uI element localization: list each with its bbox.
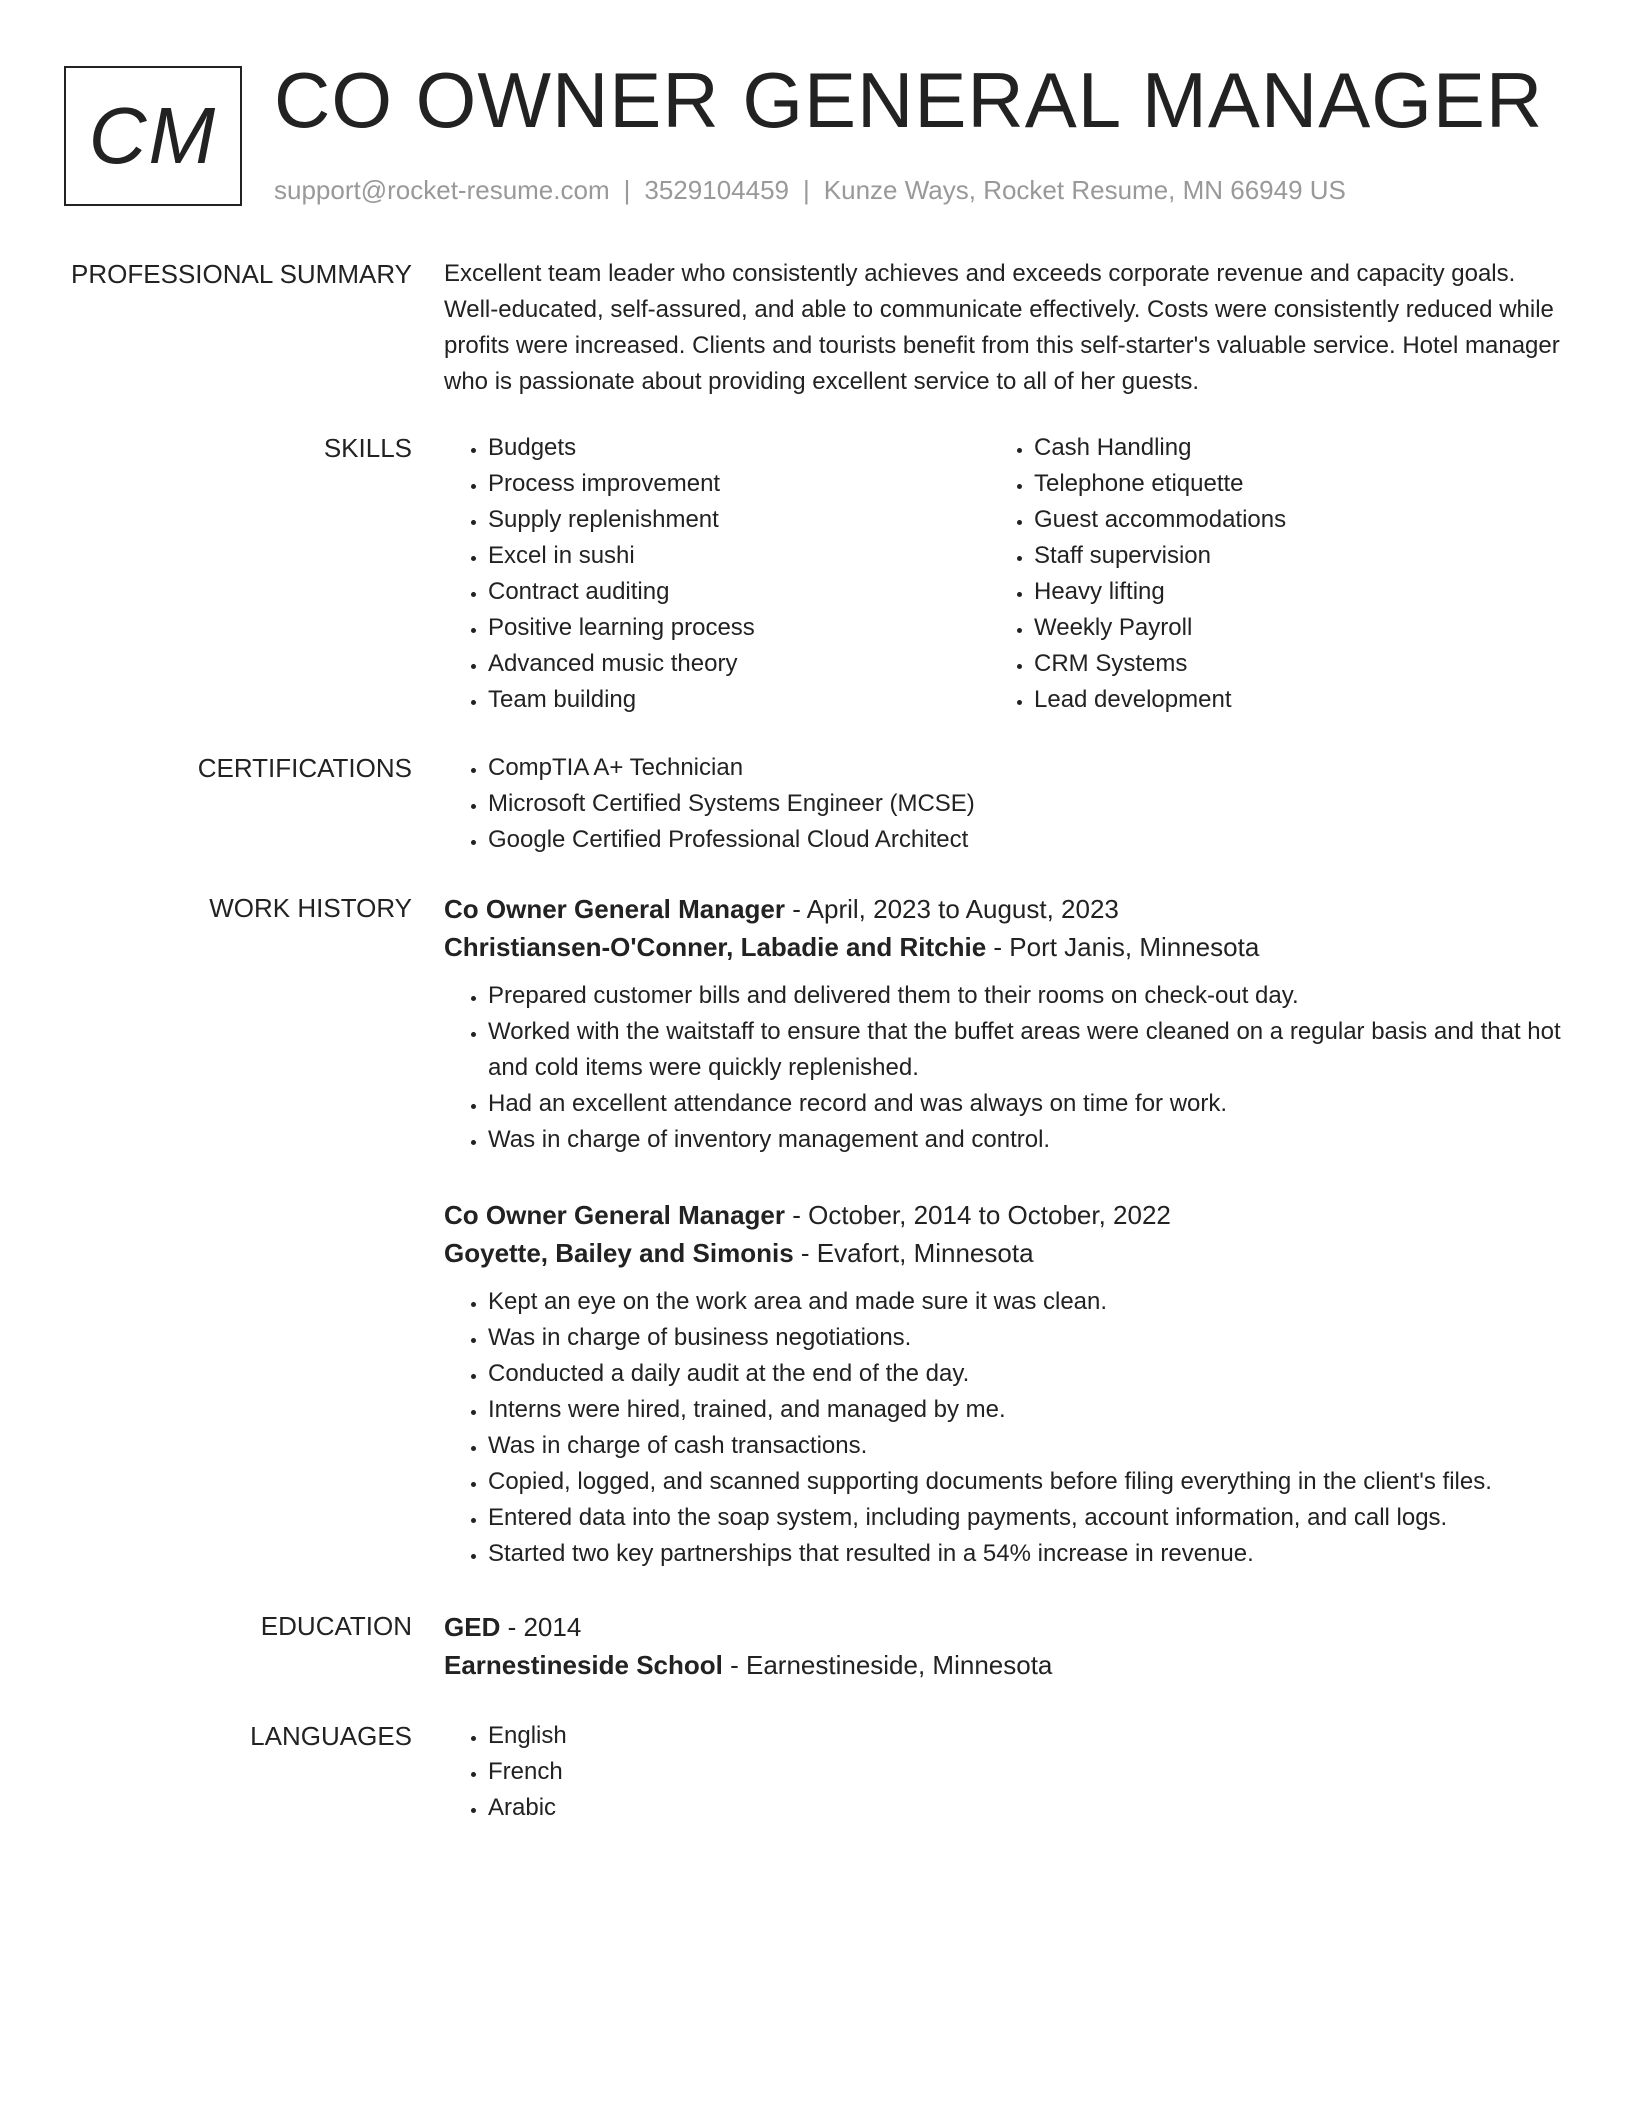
contact-address: Kunze Ways, Rocket Resume, MN 66949 US [823,175,1346,205]
certification-item: • CompTIA A+ Technician [488,750,1562,786]
contact-line [274,172,1346,208]
job-location: - Evafort, Minnesota [793,1238,1034,1268]
skill-item: • Team building [488,682,990,718]
skill-item: • Supply replenishment [488,502,990,538]
job-company-line [444,1234,1562,1272]
job-title-line [444,890,1562,928]
education-year: - 2014 [500,1612,582,1642]
job-dates: - April, 2023 to August, 2023 [784,894,1119,924]
language-item: • French [488,1754,1562,1790]
job-duty: • Worked with the waitstaff to ensure that the buffet areas were cleaned on a regular basis and that hot and cold items were quickly replenished. [488,1014,1562,1086]
summary-text: Excellent team leader who consistently achieves and exceeds corporate revenue and capacity goals. Well-educated, self-assured, and able to communicate effectively. Costs were consistently reduced while profits were increased. Clients and tourists benefit from this self-starter's valuable service. Hotel manager who is passionate about providing excellent service to all of her guests. [444,260,1560,395]
job-duty: • Was in charge of business negotiations. [488,1320,1562,1356]
contact-phone: 3529104459 [644,175,789,205]
job-duty: • Started two key partnerships that resulted in a 54% increase in revenue. [488,1536,1562,1572]
job-title: Co Owner General Manager [444,894,785,924]
contact-email: support@rocket-resume.com [274,175,610,205]
skill-item: • Staff supervision [1034,538,1536,574]
education-school-line [444,1646,1562,1684]
section-heading: WORK HISTORY [209,893,412,923]
skill-item: • Cash Handling [1034,430,1536,466]
section-heading: PROFESSIONAL SUMMARY [71,259,412,289]
candidate-name: CO OWNER GENERAL MANAGER [274,56,1544,144]
education-degree-line [444,1608,1562,1646]
skill-item: • Budgets [488,430,990,466]
skill-item: • Advanced music theory [488,646,990,682]
skill-item: • CRM Systems [1034,646,1536,682]
certification-item: • Microsoft Certified Systems Engineer (MCSE) [488,786,1562,822]
job-duty: • Copied, logged, and scanned supporting documents before filing everything in the client's files. [488,1464,1562,1500]
section-heading: SKILLS [323,433,412,463]
job-entry [444,890,1562,1158]
skill-item: • Excel in sushi [488,538,990,574]
job-company-line [444,928,1562,966]
job-duty: • Interns were hired, trained, and managed by me. [488,1392,1562,1428]
section-heading: EDUCATION [260,1611,412,1641]
job-duties-list [444,978,1562,1158]
job-location: - Port Janis, Minnesota [986,932,1260,962]
job-company: Christiansen-O'Conner, Labadie and Ritchie [444,932,987,962]
job-company: Goyette, Bailey and Simonis [444,1238,794,1268]
skills-list-right [990,430,1536,718]
education-degree: GED [444,1612,501,1642]
skill-item: • Telephone etiquette [1034,466,1536,502]
skill-item: • Heavy lifting [1034,574,1536,610]
contact-separator: | [803,175,810,205]
job-duty: • Kept an eye on the work area and made sure it was clean. [488,1284,1562,1320]
education-school: Earnestineside School [444,1650,723,1680]
job-entry [444,1196,1562,1572]
monogram-logo: CM [64,66,242,206]
language-item: • Arabic [488,1790,1562,1826]
skills-list-left [444,430,990,718]
job-title-line [444,1196,1562,1234]
skill-item: • Process improvement [488,466,990,502]
contact-separator: | [623,175,631,205]
certifications-list [444,750,1562,858]
job-duties-list [444,1284,1562,1572]
job-duty: • Entered data into the soap system, including payments, account information, and call logs. [488,1500,1562,1536]
languages-list [444,1718,1562,1826]
certification-item: • Google Certified Professional Cloud Architect [488,822,1562,858]
job-duty: • Conducted a daily audit at the end of the day. [488,1356,1562,1392]
education-location: - Earnestineside, Minnesota [722,1650,1053,1680]
skill-item: • Weekly Payroll [1034,610,1536,646]
skills-grid [444,430,1562,718]
section-heading: CERTIFICATIONS [197,753,412,783]
job-duty: • Had an excellent attendance record and was always on time for work. [488,1086,1562,1122]
section-heading: LANGUAGES [250,1721,412,1751]
skill-item: • Positive learning process [488,610,990,646]
job-dates: - October, 2014 to October, 2022 [784,1200,1171,1230]
job-duty: • Prepared customer bills and delivered them to their rooms on check-out day. [488,978,1562,1014]
language-item: • English [488,1718,1562,1754]
job-title: Co Owner General Manager [444,1200,785,1230]
job-duty: • Was in charge of cash transactions. [488,1428,1562,1464]
skill-item: • Contract auditing [488,574,990,610]
skill-item: • Guest accommodations [1034,502,1536,538]
job-duty: • Was in charge of inventory management and control. [488,1122,1562,1158]
skill-item: • Lead development [1034,682,1536,718]
